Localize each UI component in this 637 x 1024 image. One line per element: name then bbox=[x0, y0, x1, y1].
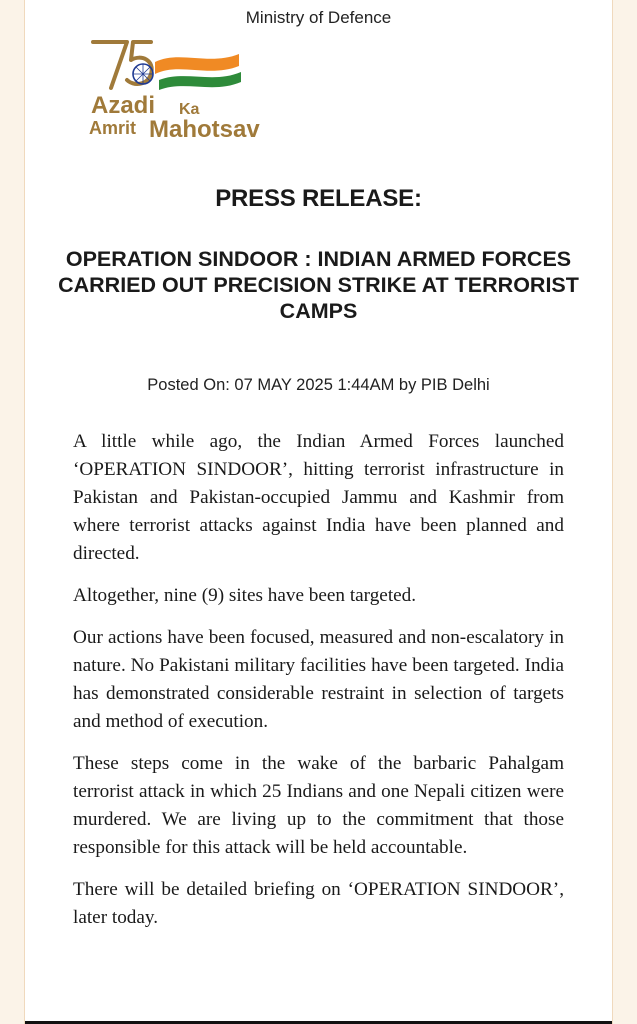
posted-on-line: Posted On: 07 MAY 2025 1:44AM by PIB Delhi bbox=[147, 376, 490, 394]
press-release-page bbox=[24, 0, 613, 1024]
logo-word-ka: Ka bbox=[179, 101, 200, 118]
green-stripe bbox=[159, 72, 241, 90]
body-paragraph: Altogether, nine (9) sites have been targeted. bbox=[73, 585, 417, 606]
azadi-ka-amrit-mahotsav-logo bbox=[89, 36, 289, 152]
logo-word-mahotsav: Mahotsav bbox=[149, 116, 260, 143]
logo-word-azadi: Azadi bbox=[91, 92, 156, 119]
logo-word-amrit: Amrit bbox=[89, 118, 137, 138]
body-paragraph: These steps come in the wake of the barbaric Pahalgam terrorist attack in which 25 Indians and one Nepali citizen were murdered. We are living up to the commitment that those responsible for this attack will be held accountable. bbox=[73, 753, 564, 858]
body-paragraph: A little while ago, the Indian Armed Forces launched ‘OPERATION SINDOOR’, hitting terrorist infrastructure in Pakistan and Pakistan-occupied Jammu and Kashmir from where terrorist attacks against India have been planned and directed. bbox=[73, 431, 564, 564]
ministry-name: Ministry of Defence bbox=[245, 8, 392, 27]
numeral-seven bbox=[93, 42, 127, 88]
press-release-label: PRESS RELEASE: bbox=[215, 185, 422, 212]
body-paragraph: There will be detailed briefing on ‘OPERATION SINDOOR’, later today. bbox=[73, 879, 564, 928]
saffron-stripe bbox=[155, 54, 239, 74]
body-paragraph: Our actions have been focused, measured and non-escalatory in nature. No Pakistani military facilities have been targeted. India has demonstrated considerable restraint in selection of targets and method of execution. bbox=[73, 627, 564, 732]
release-headline: OPERATION SINDOOR : INDIAN ARMED FORCES CARRIED OUT PRECISION STRIKE AT TERRORIST CAMPS bbox=[58, 247, 579, 323]
release-body bbox=[73, 428, 564, 946]
